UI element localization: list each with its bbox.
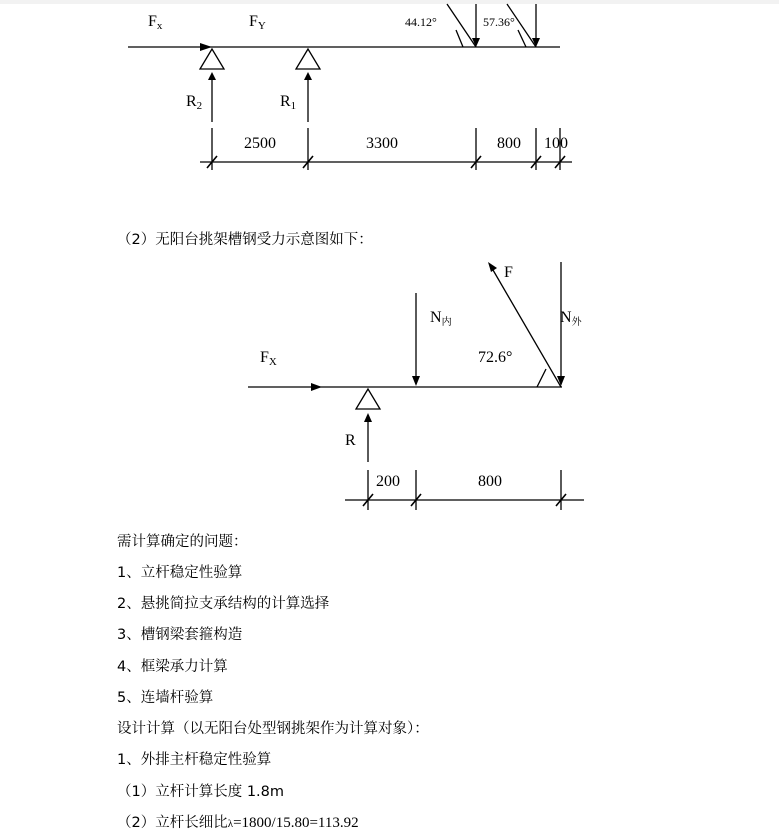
dim-label-800: 800: [497, 135, 521, 152]
r2-arrowhead: [208, 72, 216, 80]
caption-diagram-2: （2）无阳台挑架槽钢受力示意图如下：: [117, 232, 373, 248]
support-r: [356, 389, 380, 409]
support-r1: [296, 49, 320, 69]
fy-label: FY: [249, 13, 266, 32]
r-label: R: [345, 432, 356, 449]
r2-label: R2: [186, 93, 203, 112]
r1-label: R1: [280, 93, 297, 112]
force-diagram-no-balcony: [248, 262, 584, 510]
section-heading: 1、外排主杆稳定性验算: [117, 752, 272, 768]
angle-label-3: 72.6°: [478, 349, 513, 366]
angle-arc-2: [518, 30, 526, 47]
dim2-label-200: 200: [376, 473, 400, 490]
fx-arrowhead: [200, 43, 212, 51]
angle-arc-3: [537, 369, 546, 387]
lambda-symbol: λ: [227, 818, 234, 830]
n-out-label: N外: [560, 309, 582, 328]
fx-label-2: FX: [260, 349, 277, 368]
fx-label: Fx: [148, 13, 163, 32]
r1-arrowhead: [304, 72, 312, 80]
angle-label-2: 57.36°: [483, 15, 515, 29]
calc-item-2-value: =1800/15.80=113.92: [233, 815, 359, 831]
calc-item-2: [117, 811, 359, 832]
problem-item: 2、悬挑简拉支承结构的计算选择: [117, 596, 330, 612]
r-arrowhead: [364, 413, 372, 422]
support-r2: [200, 49, 224, 69]
dim-label-100: 100: [544, 135, 568, 152]
problem-item: 3、槽钢梁套箍构造: [117, 627, 243, 643]
problem-item: 1、立杆稳定性验算: [117, 565, 243, 581]
dim-label-2500: 2500: [244, 135, 276, 152]
problem-item: 5、连墙杆验算: [117, 690, 214, 706]
dim2-label-800: 800: [478, 473, 502, 490]
n-in-arrowhead: [412, 376, 420, 386]
f-arrowhead: [488, 262, 497, 272]
f-arrow: [493, 270, 561, 387]
calc-item-2-prefix: （2）立杆长细比: [117, 815, 228, 831]
calc-item-1: （1）立杆计算长度 1.8m: [117, 784, 285, 800]
design-heading: 设计计算（以无阳台处型钢挑架作为计算对象）：: [117, 721, 429, 737]
n-in-label: N内: [430, 309, 452, 328]
angle-arc-1: [456, 30, 463, 47]
problems-heading: 需计算确定的问题：: [117, 534, 248, 550]
fx-arrowhead-2: [311, 383, 322, 391]
dim-label-3300: 3300: [366, 135, 398, 152]
f-label: F: [504, 264, 513, 281]
angle-label-1: 44.12°: [405, 15, 437, 29]
problem-item: 4、框梁承力计算: [117, 659, 228, 675]
diagonal-1: [447, 4, 476, 47]
